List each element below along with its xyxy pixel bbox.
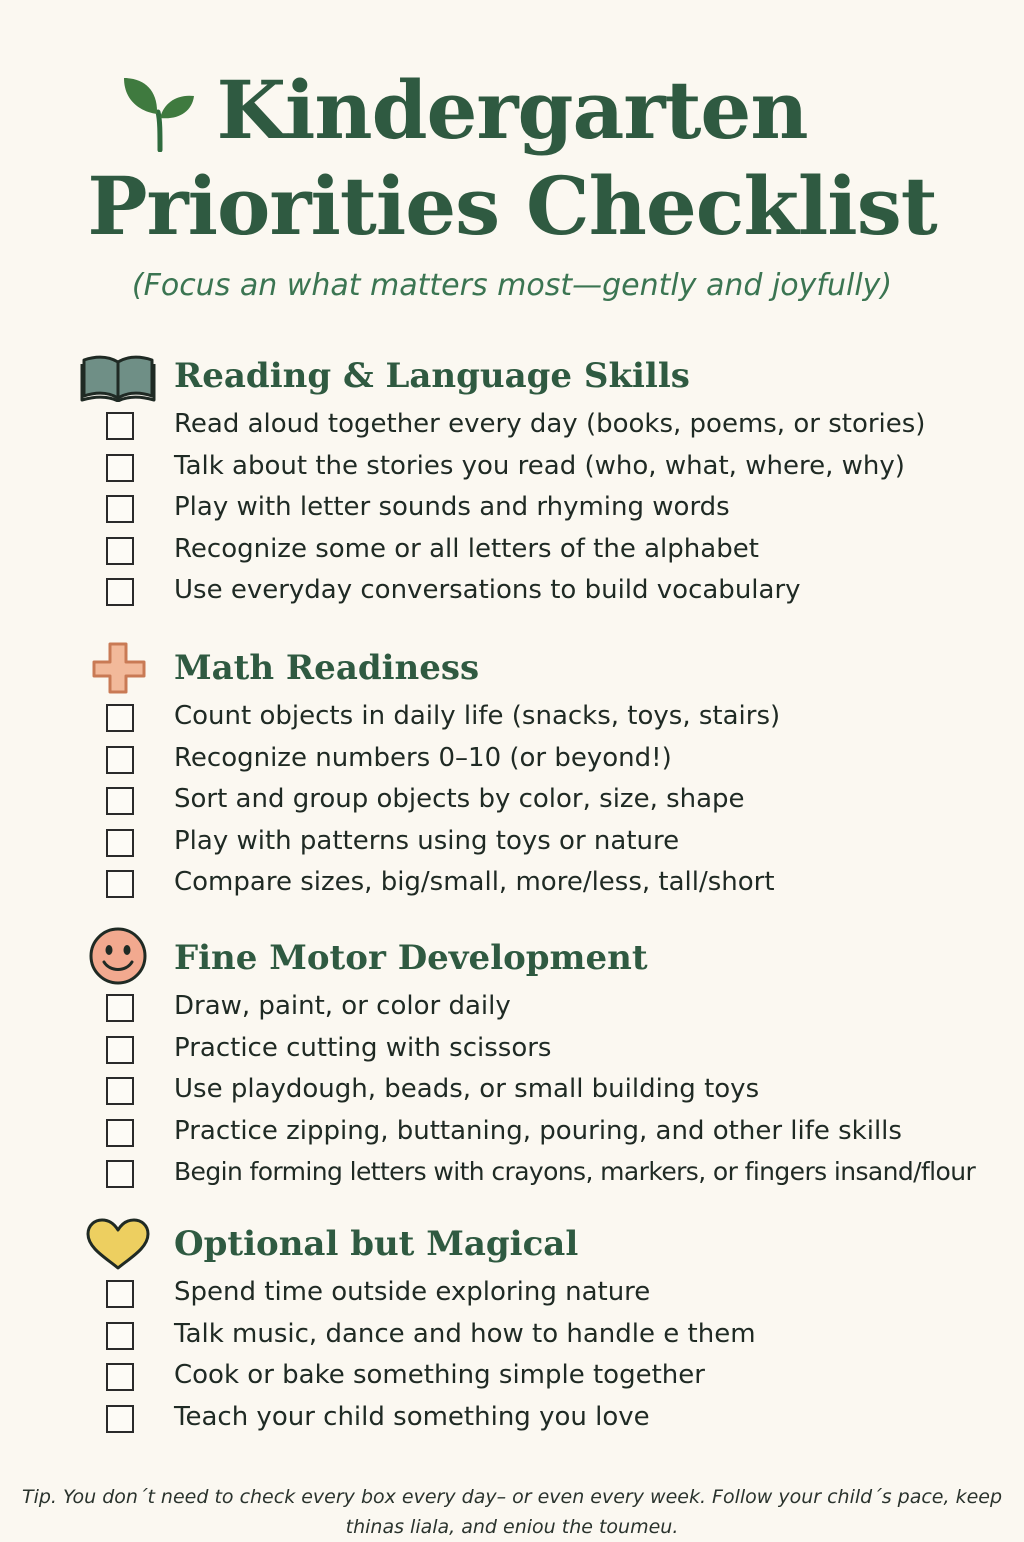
checkbox[interactable] xyxy=(106,1077,134,1105)
section-title: Math Readiness xyxy=(174,648,480,688)
checkbox[interactable] xyxy=(106,412,134,440)
heart-icon xyxy=(80,1218,156,1270)
checklist-item xyxy=(0,1113,1024,1155)
item-label: Teach your child something you love xyxy=(174,1401,650,1432)
item-label: Sort and group objects by color, size, shape xyxy=(174,784,745,814)
checklist-item xyxy=(0,1030,1024,1072)
section-header xyxy=(0,932,1024,988)
section-header xyxy=(0,642,1024,698)
item-label: Talk about the stories you read (who, what, where, why) xyxy=(174,450,905,481)
checklist-item xyxy=(0,1154,1024,1196)
checklist-item xyxy=(0,740,1024,782)
title-text-line-1: Kindergarten xyxy=(216,63,808,157)
checklist-item xyxy=(0,1399,1024,1441)
item-label: Cook or bake something simple together xyxy=(174,1360,705,1390)
plus-icon xyxy=(80,642,156,694)
checklist-item xyxy=(0,448,1024,490)
checkbox[interactable] xyxy=(106,1280,134,1308)
item-label: Use playdough, beads, or small building toys xyxy=(174,1074,760,1104)
item-label: Read aloud together every day (books, poems, or stories) xyxy=(174,409,926,439)
item-label: Recognize some or all letters of the alphabet xyxy=(174,533,759,564)
checklist-item xyxy=(0,988,1024,1030)
item-label: Talk music, dance and how to handle e them xyxy=(174,1318,756,1349)
title-line-2: Priorities Checklist xyxy=(87,159,937,253)
checkbox[interactable] xyxy=(106,537,134,565)
checklist-item xyxy=(0,531,1024,573)
item-label: Recognize numbers 0–10 (or beyond!) xyxy=(174,742,672,773)
item-label: Play with patterns using toys or nature xyxy=(174,825,680,856)
item-label: Practice cutting with scissors xyxy=(174,1032,552,1063)
item-label: Play with letter sounds and rhyming words xyxy=(174,492,730,522)
section-math xyxy=(0,642,1024,906)
checklist-item xyxy=(0,864,1024,906)
checkbox[interactable] xyxy=(106,454,134,482)
section-header xyxy=(0,1218,1024,1274)
checklist-item xyxy=(0,489,1024,531)
checklist-item xyxy=(0,406,1024,448)
checklist xyxy=(0,1274,1024,1440)
checkbox[interactable] xyxy=(106,578,134,606)
checklist xyxy=(0,406,1024,614)
item-label: Draw, paint, or color daily xyxy=(174,991,511,1021)
checklist-item xyxy=(0,572,1024,614)
section-optional xyxy=(0,1218,1024,1440)
checklist-item xyxy=(0,1071,1024,1113)
checkbox[interactable] xyxy=(106,746,134,774)
section-title: Reading & Language Skills xyxy=(174,356,690,396)
checkbox[interactable] xyxy=(106,704,134,732)
title-block xyxy=(0,62,1024,303)
checkbox[interactable] xyxy=(106,495,134,523)
checkbox[interactable] xyxy=(106,870,134,898)
checklist-item xyxy=(0,823,1024,865)
item-label: Spend time outside exploring nature xyxy=(174,1277,651,1307)
sprout-icon xyxy=(120,72,196,152)
book-icon xyxy=(80,350,156,402)
item-label: Begin forming letters with crayons, markers, or fingers insand/flour xyxy=(174,1157,976,1186)
section-header xyxy=(0,350,1024,406)
checklist xyxy=(0,988,1024,1196)
checklist-item xyxy=(0,1357,1024,1399)
smiley-icon xyxy=(80,926,156,986)
checkbox[interactable] xyxy=(106,1363,134,1391)
checkbox[interactable] xyxy=(106,787,134,815)
section-reading xyxy=(0,350,1024,614)
item-label: Compare sizes, big/small, more/less, tall/short xyxy=(174,867,775,897)
checklist xyxy=(0,698,1024,906)
item-label: Practice zipping, buttaning, pouring, and other life skills xyxy=(174,1115,902,1146)
checkbox[interactable] xyxy=(106,1322,134,1350)
title-line-1 xyxy=(216,62,807,158)
checklist-item xyxy=(0,698,1024,740)
checklist-item xyxy=(0,1316,1024,1358)
checklist-item xyxy=(0,1274,1024,1316)
section-title: Optional but Magical xyxy=(174,1224,579,1264)
checkbox[interactable] xyxy=(106,1036,134,1064)
checkbox[interactable] xyxy=(106,994,134,1022)
checkbox[interactable] xyxy=(106,1405,134,1433)
checkbox[interactable] xyxy=(106,1160,134,1188)
item-label: Use everyday conversations to build vocabulary xyxy=(174,575,801,605)
subtitle: (Focus an what matters most—gently and joyfully) xyxy=(131,268,893,303)
checkbox[interactable] xyxy=(106,829,134,857)
item-label: Count objects in daily life (snacks, toys, stairs) xyxy=(174,701,781,731)
section-title: Fine Motor Development xyxy=(174,938,648,978)
checklist-item xyxy=(0,781,1024,823)
footer-tip: Tip. You don´t need to check every box every day– or even every week. Follow your child´s pace, keep thinas liala, and eniou the toumeu. xyxy=(21,1486,1003,1538)
section-fine-motor xyxy=(0,932,1024,1196)
checkbox[interactable] xyxy=(106,1119,134,1147)
